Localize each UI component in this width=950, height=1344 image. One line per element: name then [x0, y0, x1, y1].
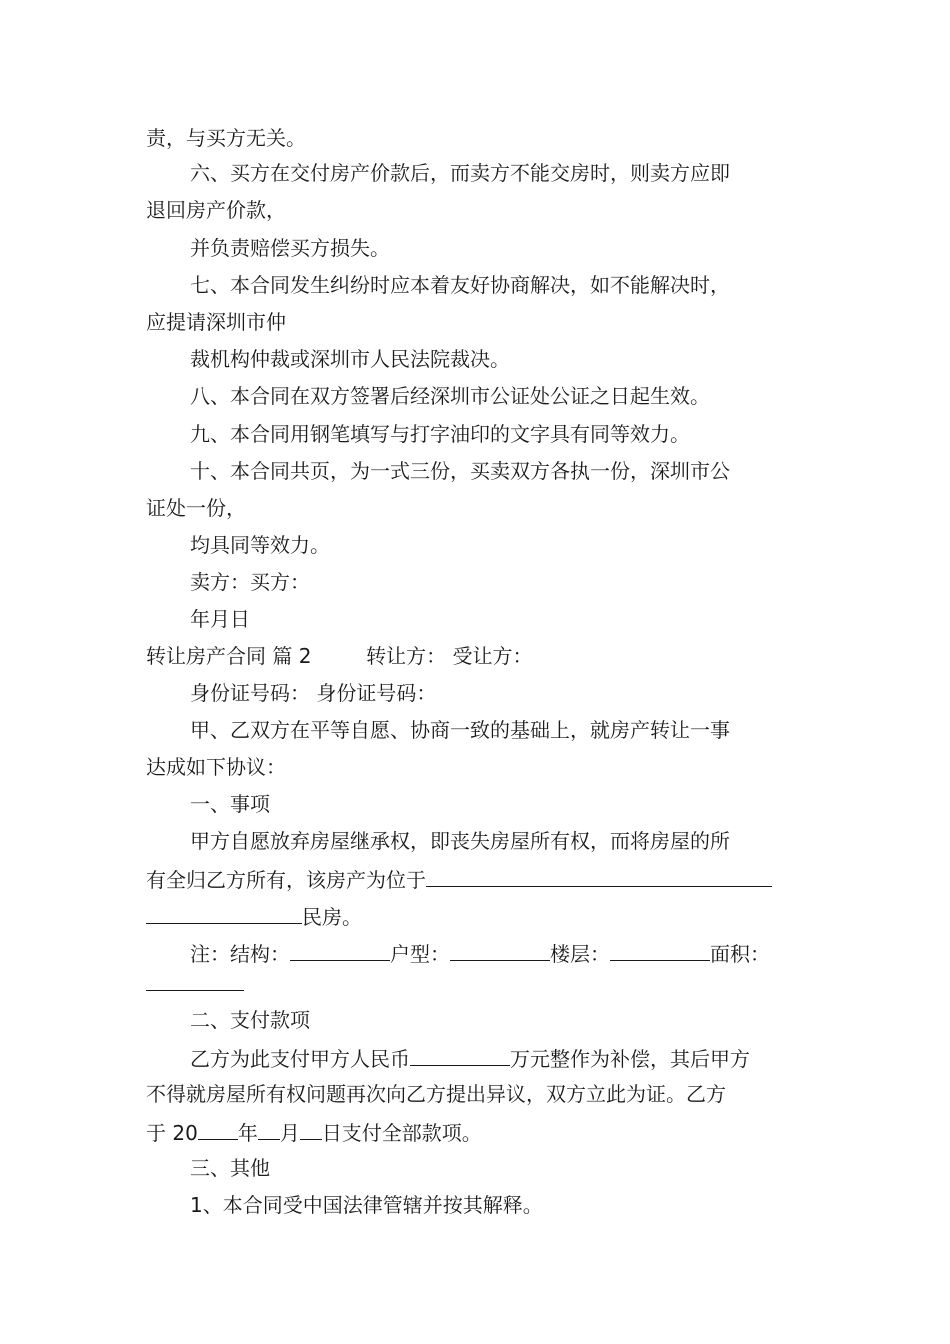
clause-seven-cont-2: 裁机构仲裁或深圳市人民法院裁决。 — [190, 347, 510, 371]
address-blank-cont — [146, 901, 302, 924]
section-one-p2-text: 有全归乙方所有，该房产为位于 — [146, 868, 426, 892]
clause-nine-line: 九、本合同用钢笔填写与打字油印的文字具有同等效力。 — [190, 422, 690, 446]
section-one-p3-text: 民房。 — [302, 905, 362, 929]
contract2-title: 转让房产合同 篇 2 — [146, 644, 312, 668]
day-blank — [300, 1117, 322, 1140]
section-two-p2: 不得就房屋所有权问题再次向乙方提出异议，双方立此为证。乙方 — [146, 1082, 726, 1106]
paragraph-line: 责，与买方无关。 — [146, 126, 306, 150]
note-type-label: 户型： — [390, 942, 450, 966]
section-two-p3b: 年 — [237, 1121, 258, 1145]
floor-blank — [610, 938, 710, 961]
clause-six-line: 六、买方在交付房产价款后，而卖方不能交房时，则卖方应即 — [190, 161, 730, 185]
clause-six-cont: 退回房产价款， — [146, 198, 286, 222]
section-two-p3a: 于 20 — [146, 1121, 198, 1145]
id-number-line: 身份证号码： 身份证号码： — [190, 681, 437, 705]
section-two-p1b: 万元整作为补偿，其后甲方 — [510, 1047, 750, 1071]
section-one-p1: 甲方自愿放弃房屋继承权，即丧失房屋所有权，而将房屋的所 — [190, 829, 730, 853]
address-blank — [426, 864, 772, 887]
section-one-heading: 一、事项 — [190, 792, 270, 816]
note-structure-label: 注：结构： — [190, 942, 290, 966]
clause-ten-cont-2: 均具同等效力。 — [190, 533, 330, 557]
section-one-p2 — [146, 864, 772, 894]
clause-ten-line: 十、本合同共页，为一式三份，买卖双方各执一份，深圳市公 — [190, 459, 730, 483]
section-one-p3 — [146, 901, 362, 931]
section-two-p1a: 乙方为此支付甲方人民币 — [190, 1047, 410, 1071]
amount-blank — [410, 1043, 510, 1066]
section-two-p3 — [146, 1117, 482, 1147]
note-line — [190, 938, 770, 968]
area-blank — [146, 968, 244, 991]
section-two-heading: 二、支付款项 — [190, 1008, 310, 1032]
clause-seven-cont: 应提请深圳市仲 — [146, 310, 286, 334]
signature-line: 卖方：买方： — [190, 570, 310, 594]
clause-eight-line: 八、本合同在双方签署后经深圳市公证处公证之日起生效。 — [190, 384, 710, 408]
note-area-label: 面积： — [710, 942, 770, 966]
section-three-heading: 三、其他 — [190, 1156, 270, 1180]
month-blank — [258, 1117, 280, 1140]
intro-cont: 达成如下协议： — [146, 755, 286, 779]
section-two-p3c: 月 — [279, 1121, 300, 1145]
clause-ten-cont: 证处一份， — [146, 496, 246, 520]
structure-blank — [290, 938, 390, 961]
section-two-p1 — [190, 1043, 750, 1073]
year-blank — [198, 1117, 238, 1140]
section-three-item-1: 1、本合同受中国法律管辖并按其解释。 — [190, 1193, 543, 1217]
clause-six-cont-2: 并负责赔偿买方损失。 — [190, 236, 390, 260]
date-line: 年月日 — [190, 607, 250, 631]
contract2-title-row — [146, 642, 533, 670]
clause-seven-line: 七、本合同发生纠纷时应本着友好协商解决，如不能解决时， — [190, 273, 730, 297]
section-two-p3d: 日支付全部款项。 — [321, 1121, 482, 1145]
note-floor-label: 楼层： — [550, 942, 610, 966]
area-blank-line — [146, 968, 244, 998]
type-blank — [450, 938, 550, 961]
contract2-parties: 转让方： 受让方： — [366, 644, 533, 668]
intro-line: 甲、乙双方在平等自愿、协商一致的基础上，就房产转让一事 — [190, 718, 730, 742]
